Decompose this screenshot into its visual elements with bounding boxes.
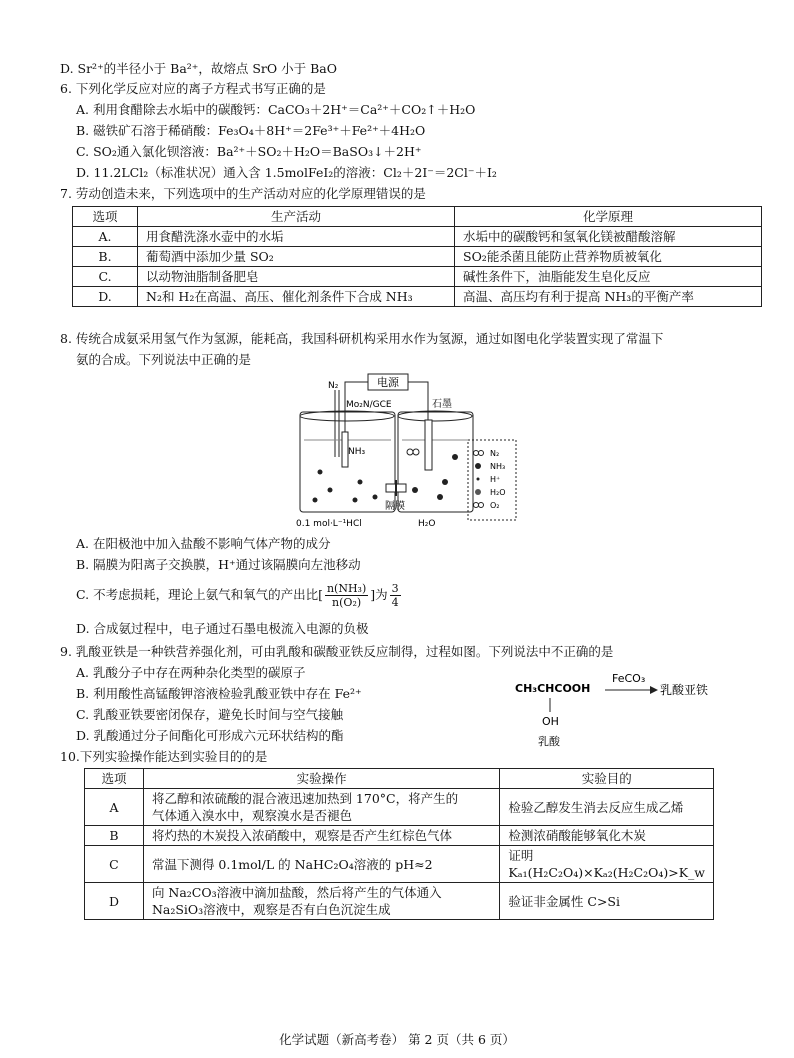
q8-stem-line2: 氨的合成。下列说法中正确的是: [76, 352, 252, 367]
q5-option-d: D. Sr²⁺的半径小于 Ba²⁺，故熔点 SrO 小于 BaO: [60, 61, 337, 76]
q7-table: [72, 206, 762, 307]
q10-cell: 检测浓硝酸能够氧化木炭: [500, 826, 714, 846]
cathode-electrode: [342, 432, 348, 467]
q7-header-principle: 化学原理: [455, 207, 762, 227]
q7-stem: 7. 劳动创造未来，下列选项中的生产活动对应的化学原理错误的是: [60, 186, 426, 201]
q10-op-line: Na₂SiO₃溶液中，观察是否有白色沉淀生成: [151, 902, 391, 917]
q6-option-d: D. 11.2LCl₂（标准状况）通入含 1.5molFeI₂的溶液：Cl₂＋2I⁻＝2Cl⁻＋I₂: [76, 165, 497, 180]
legend-h-plus: H⁺: [490, 475, 501, 484]
q8-option-c: [76, 582, 403, 609]
table-row: [85, 883, 714, 920]
q6-option-a: A. 利用食醋除去水垢中的碳酸钙：CaCO₃＋2H⁺＝Ca²⁺＋CO₂↑＋H₂O: [76, 102, 476, 117]
q8-option-c-mid: ]为: [370, 587, 388, 602]
table-row: [85, 826, 714, 846]
q7-cell: SO₂能杀菌且能防止营养物质被氧化: [455, 247, 762, 267]
q10-header-goal: 实验目的: [500, 769, 714, 789]
q7-cell: 用食醋洗涤水壶中的水垢: [138, 227, 455, 247]
q10-header-option: 选项: [85, 769, 144, 789]
q9-stem: 9. 乳酸亚铁是一种铁营养强化剂，可由乳酸和碳酸亚铁反应制得，过程如图。下列说法中不正确的是: [60, 644, 614, 659]
table-row: [73, 287, 762, 307]
anode-chamber: [398, 412, 473, 512]
ratio-fraction: [325, 582, 368, 609]
table-row: [73, 227, 762, 247]
graphite-label: 石墨: [432, 399, 452, 410]
table-row: [85, 846, 714, 883]
q7-cell: 以动物油脂制备肥皂: [138, 267, 455, 287]
ratio-numerator: n(NH₃): [326, 582, 367, 595]
graphite-electrode: [425, 420, 432, 470]
q7-cell: 水垢中的碳酸钙和氢氧化镁被醋酸溶解: [455, 227, 762, 247]
q10-cell: 将灼热的木炭投入浓硝酸中，观察是否产生红棕色气体: [143, 826, 499, 846]
q7-cell: A.: [73, 227, 138, 247]
q10-cell: 常温下测得 0.1mol/L 的 NaHC₂O₄溶液的 pH≈2: [143, 846, 499, 883]
legend-n2: N₂: [490, 449, 500, 458]
q8-option-b: B. 隔膜为阳离子交换膜，H⁺通过该隔膜向左池移动: [76, 557, 361, 572]
q10-cell: 验证非金属性 C>Si: [500, 883, 714, 920]
q7-cell: 碱性条件下，油脂能发生皂化反应: [455, 267, 762, 287]
q10-cell: [143, 789, 499, 826]
q8-option-d: D. 合成氨过程中，电子通过石墨电极流入电源的负极: [76, 621, 369, 636]
table-row: [73, 267, 762, 287]
q7-cell: D.: [73, 287, 138, 307]
q10-header-operation: 实验操作: [143, 769, 499, 789]
table-row: [73, 247, 762, 267]
q10-cell: B: [85, 826, 144, 846]
q8-option-a: A. 在阳极池中加入盐酸不影响气体产物的成分: [76, 536, 331, 551]
membrane-label: 隔膜: [385, 501, 405, 512]
q9-option-d: D. 乳酸通过分子间酯化可形成六元环状结构的酯: [76, 728, 344, 743]
q10-cell: 证明 Kₐ₁(H₂C₂O₄)×Kₐ₂(H₂C₂O₄)>K_w: [500, 846, 714, 883]
q7-cell: C.: [73, 267, 138, 287]
lactic-acid-name: 乳酸: [538, 735, 560, 748]
lactic-acid-formula: CH₃CHCOOH: [515, 682, 591, 695]
q6-option-c: C. SO₂通入氯化钡溶液：Ba²⁺＋SO₂＋H₂O＝BaSO₃↓＋2H⁺: [76, 144, 422, 159]
q7-cell: N₂和 H₂在高温、高压、催化剂条件下合成 NH₃: [138, 287, 455, 307]
left-solution-label: 0.1 mol·L⁻¹HCl: [296, 519, 362, 529]
q9-option-a: A. 乳酸分子中存在两种杂化类型的碳原子: [76, 665, 306, 680]
ratio-denominator: n(O₂): [332, 596, 362, 609]
table-row: [85, 789, 714, 826]
q10-cell: C: [85, 846, 144, 883]
product-label: 乳酸亚铁: [660, 683, 709, 697]
value-denominator: 4: [391, 596, 399, 609]
cathode-label: Mo₂N/GCE: [346, 400, 392, 410]
legend-nh3: NH₃: [490, 462, 506, 471]
q10-op-line: 向 Na₂CO₃溶液中滴加盐酸，然后将产生的气体通入: [151, 885, 442, 900]
legend-h2o: H₂O: [490, 488, 506, 497]
q6-stem: 6. 下列化学反应对应的离子方程式书写正确的是: [60, 81, 326, 96]
arrow-icon: [650, 686, 658, 694]
q7-cell: 葡萄酒中添加少量 SO₂: [138, 247, 455, 267]
n2-inlet-label: N₂: [328, 381, 339, 391]
q10-cell: D: [85, 883, 144, 920]
q7-header-activity: 生产活动: [138, 207, 455, 227]
hydroxyl-label: OH: [542, 715, 559, 728]
right-solution-label: H₂O: [418, 519, 436, 529]
q10-cell: A: [85, 789, 144, 826]
power-label: 电源: [377, 376, 399, 389]
value-fraction: [390, 582, 401, 609]
legend-o2: O₂: [490, 501, 500, 510]
q7-cell: 高温、高压均有利于提高 NH₃的平衡产率: [455, 287, 762, 307]
q6-option-b: B. 磁铁矿石溶于稀硝酸：Fe₃O₄＋8H⁺＝2Fe³⁺＋Fe²⁺＋4H₂O: [76, 123, 426, 138]
q8-stem-line1: 8. 传统合成氨采用氢气作为氢源，能耗高，我国科研机构采用水作为氢源，通过如图电化学装置实现了常温下: [60, 331, 664, 346]
q10-cell: [143, 883, 499, 920]
electrolysis-cell-diagram: [290, 372, 520, 530]
q10-table: [84, 768, 714, 920]
page-footer: 化学试题（新高考卷） 第 2 页（共 6 页）: [279, 1032, 515, 1047]
q7-cell: B.: [73, 247, 138, 267]
lactic-acid-scheme: [510, 670, 760, 750]
nh3-label: NH₃: [348, 447, 366, 457]
q9-option-c: C. 乳酸亚铁要密闭保存，避免长时间与空气接触: [76, 707, 344, 722]
reagent-label: FeCO₃: [612, 672, 646, 685]
q7-header-option: 选项: [73, 207, 138, 227]
q10-op-line: 将乙醇和浓硫酸的混合液迅速加热到 170°C，将产生的: [151, 791, 459, 806]
q10-op-line: 气体通入溴水中，观察溴水是否褪色: [151, 808, 352, 823]
q10-cell: 检验乙醇发生消去反应生成乙烯: [500, 789, 714, 826]
q9-option-b: B. 利用酸性高锰酸钾溶液检验乳酸亚铁中存在 Fe²⁺: [76, 686, 362, 701]
value-numerator: 3: [391, 582, 399, 595]
q8-option-c-text: C. 不考虑损耗，理论上氨气和氧气的产出比[: [76, 587, 323, 602]
q10-stem: 10.下列实验操作能达到实验目的的是: [60, 749, 268, 764]
